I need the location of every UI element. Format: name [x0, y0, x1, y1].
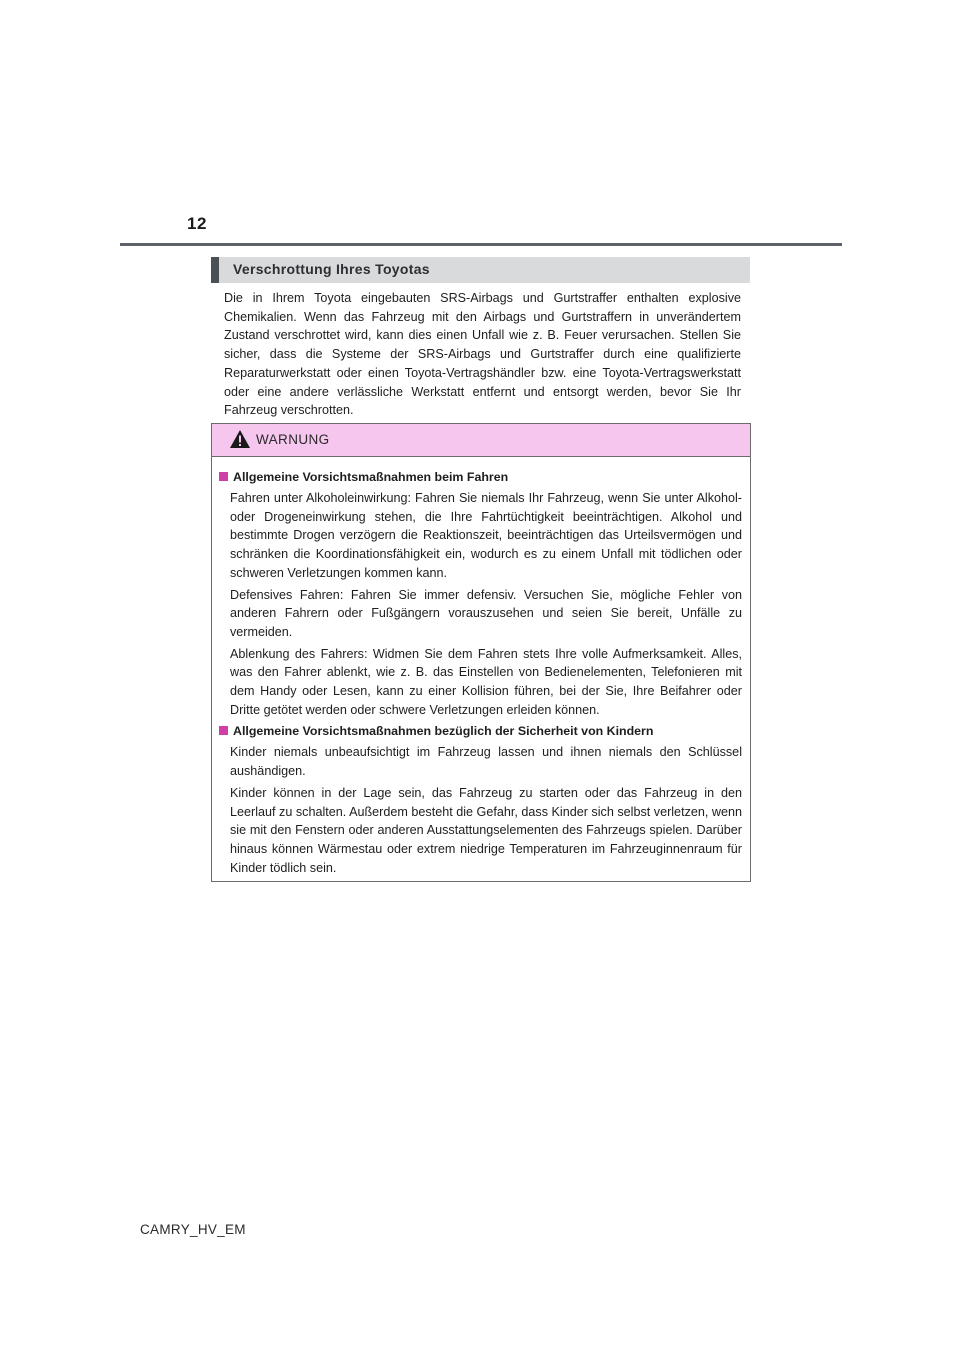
- warning-paragraph: Fahren unter Alkoholeinwirkung: Fahren Sie niemals Ihr Fahrzeug, wenn Sie unter Alkohol- oder Drogeneinwirkung stehen, die Ihre Fahrtüchtigkeit beeinträchtigen. Alkohol und bestimmte Drogen verzögern die Reaktionszeit, beeinträchtigen das Urteilsvermögen und schränken die Koordinationsfähigkeit ein, wodurch es zu einem Unfall mit tödlichen oder schweren Verletzungen kommen kann.: [230, 491, 742, 580]
- warning-group-children: [217, 722, 742, 877]
- warning-body: [217, 468, 742, 880]
- warning-box: [211, 423, 751, 882]
- square-bullet-icon: [219, 726, 228, 735]
- section-title: Verschrottung Ihres Toyotas: [233, 261, 430, 277]
- square-bullet-icon: [219, 472, 228, 481]
- sub-heading-text: Allgemeine Vorsichtsmaßnahmen beim Fahren: [233, 470, 509, 484]
- intro-paragraph: Die in Ihrem Toyota eingebauten SRS-Airbags und Gurtstraffer enthalten explosive Chemikalien. Wenn das Fahrzeug mit den Airbags und Gurtstraffern in unverändertem Zustand verschrottet wird, kann dies einen Unfall wie z. B. Feuer verursachen. Stellen Sie sicher, dass die Systeme der SRS-Airbags und Gurtstraffer durch eine qualifizierte Reparaturwerkstatt oder einen Toyota-Vertragshändler bzw. eine Toyota-Vertragswerkstatt oder eine andere verlässliche Werkstatt entfernt und entsorgt werden, bevor Sie Ihr Fahrzeug verschrotten.: [224, 291, 741, 418]
- sub-heading: [217, 468, 742, 486]
- warning-title: WARNUNG: [256, 432, 330, 447]
- section-heading: [211, 257, 750, 283]
- warning-paragraph: Kinder niemals unbeaufsichtigt im Fahrzeug lassen und ihnen niemals den Schlüssel aushändigen.: [230, 745, 742, 779]
- sub-heading-text: Allgemeine Vorsichtsmaßnahmen bezüglich der Sicherheit von Kindern: [233, 724, 654, 739]
- warning-group-driving: [217, 468, 742, 719]
- warning-paragraph: Defensives Fahren: Fahren Sie immer defensiv. Versuchen Sie, mögliche Fehler von anderen Fahrern oder Fußgängern vorauszusehen und seien Sie bereit, Unfälle zu vermeiden.: [230, 587, 742, 639]
- footer-code: CAMRY_HV_EM: [140, 1222, 246, 1237]
- sub-heading: [217, 722, 742, 740]
- warning-paragraph: Kinder können in der Lage sein, das Fahrzeug zu starten oder das Fahrzeug in den Leerlauf zu schalten. Außerdem besteht die Gefahr, dass Kinder sich selbst verletzen, wenn sie mit den Fenstern oder anderen Ausstattungselementen des Fahrzeugs spielen. Darüber hinaus können Wärmestau oder extrem niedrige Temperaturen im Fahrzeuginnenraum für Kinder tödlich sein.: [230, 785, 742, 875]
- warning-header: [212, 424, 750, 457]
- page-number: 12: [187, 214, 207, 233]
- warning-paragraph: Ablenkung des Fahrers: Widmen Sie dem Fahren stets Ihre volle Aufmerksamkeit. Alles, was den Fahrer ablenkt, wie z. B. das Einstellen von Bedienelementen, Telefonieren mit dem Handy oder Lesen, kann zu einer Kollision führen, bei der Sie, Ihre Beifahrer oder Dritte getötet werden oder schwere Verletzungen erleiden können.: [230, 646, 742, 717]
- header-rule: [120, 243, 842, 246]
- warning-triangle-icon: [229, 429, 251, 449]
